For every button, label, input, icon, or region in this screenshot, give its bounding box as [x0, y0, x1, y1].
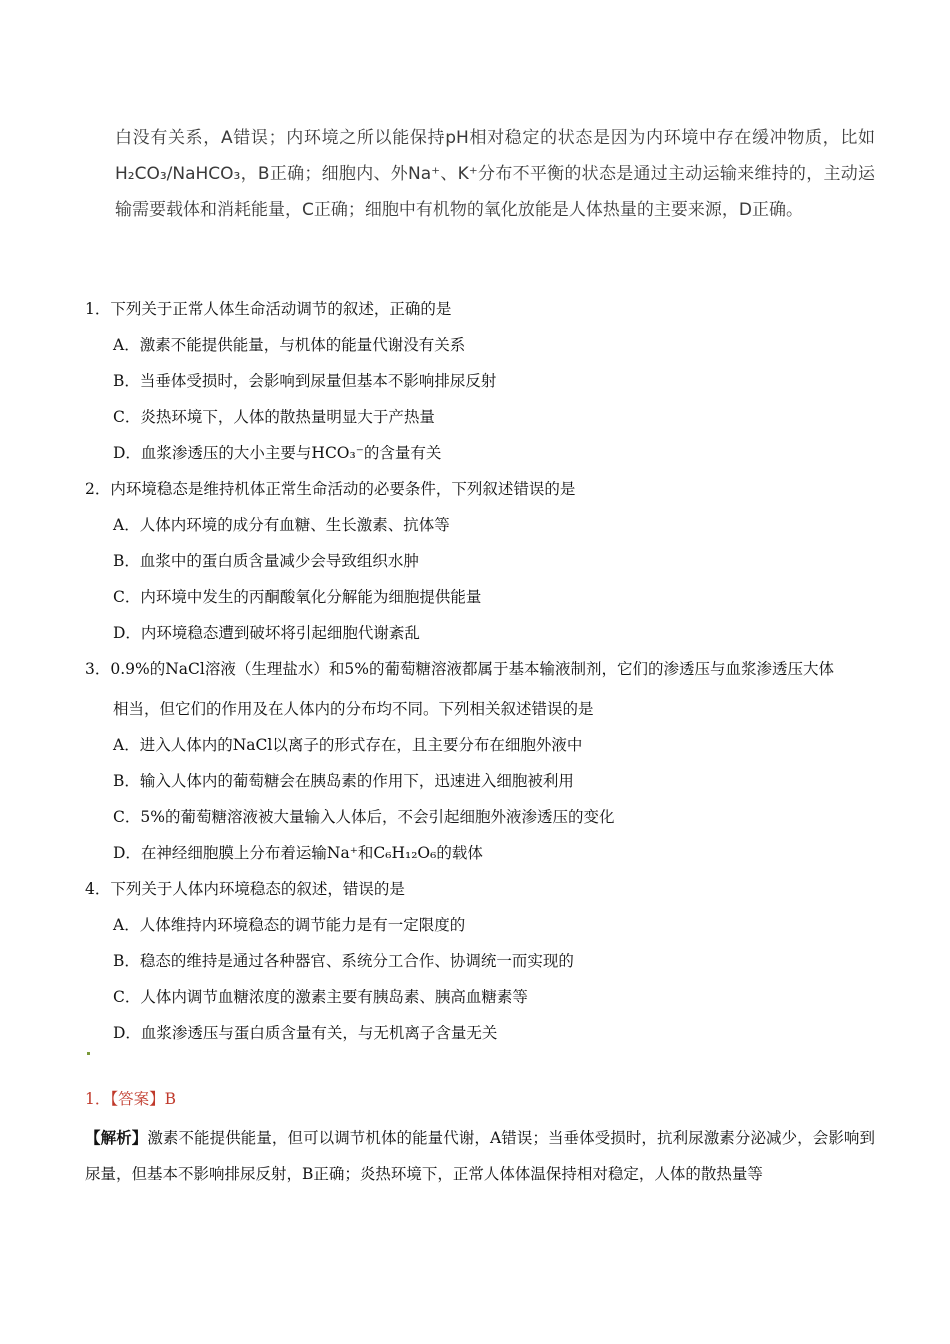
- question-1-option-a: A．激素不能提供能量，与机体的能量代谢没有关系: [113, 336, 466, 354]
- question-3-option-b: B．输入人体内的葡萄糖会在胰岛素的作用下，迅速进入细胞被利用: [113, 772, 574, 790]
- question-1-option-d: D．血浆渗透压的大小主要与HCO₃⁻的含量有关: [113, 444, 442, 462]
- question-2-stem: 2．内环境稳态是维持机体正常生命活动的必要条件，下列叙述错误的是: [85, 480, 576, 498]
- question-4-option-c: C．人体内调节血糖浓度的激素主要有胰岛素、胰高血糖素等: [113, 988, 528, 1006]
- analysis-label: 【解析】: [85, 1128, 148, 1147]
- question-3-stem: 3．0.9%的NaCl溶液（生理盐水）和5%的葡萄糖溶液都属于基本输液制剂，它们的渗透压与血浆渗透压大体: [85, 660, 834, 678]
- question-3-option-d: D．在神经细胞膜上分布着运输Na⁺和C₆H₁₂O₆的载体: [113, 844, 483, 862]
- question-2-option-b: B．血浆中的蛋白质含量减少会导致组织水肿: [113, 552, 419, 570]
- question-4-option-a: A．人体维持内环境稳态的调节能力是有一定限度的: [113, 916, 466, 934]
- analysis-text: 激素不能提供能量，但可以调节机体的能量代谢，A错误；当垂体受损时，抗利尿激素分泌减少，会影响到尿量，但基本不影响排尿反射，B正确；炎热环境下，正常人体体温保持相对稳定，人体的散热量等: [85, 1129, 875, 1183]
- question-2-option-a: A．人体内环境的成分有血糖、生长激素、抗体等: [113, 516, 450, 534]
- stray-mark: [87, 1052, 90, 1055]
- question-2-option-c: C．内环境中发生的丙酮酸氧化分解能为细胞提供能量: [113, 588, 482, 606]
- answer-1: [85, 1087, 176, 1109]
- question-1-option-b: B．当垂体受损时，会影响到尿量但基本不影响排尿反射: [113, 372, 497, 390]
- question-1-option-c: C．炎热环境下，人体的散热量明显大于产热量: [113, 408, 435, 426]
- question-4-option-b: B．稳态的维持是通过各种器官、系统分工合作、协调统一而实现的: [113, 952, 574, 970]
- previous-analysis-paragraph: [115, 120, 875, 228]
- question-2-option-d: D．内环境稳态遭到破坏将引起细胞代谢紊乱: [113, 624, 420, 642]
- question-3-option-a: A．进入人体内的NaCl以离子的形式存在，且主要分布在细胞外液中: [113, 736, 583, 754]
- question-4-option-d: D．血浆渗透压与蛋白质含量有关，与无机离子含量无关: [113, 1024, 498, 1042]
- answer-1-analysis: [85, 1120, 875, 1192]
- question-3-stem-continued: 相当，但它们的作用及在人体内的分布均不同。下列相关叙述错误的是: [113, 700, 594, 718]
- answer-1-number: 1．: [85, 1090, 111, 1108]
- question-4-stem: 4．下列关于人体内环境稳态的叙述，错误的是: [85, 880, 405, 898]
- question-1-stem: 1．下列关于正常人体生命活动调节的叙述，正确的是: [85, 300, 452, 318]
- intro-text: 白没有关系，A错误；内环境之所以能保持pH相对稳定的状态是因为内环境中存在缓冲物质，比如H₂CO₃/NaHCO₃，B正确；细胞内、外Na⁺、K⁺分布不平衡的状态是通过主动运输来维持的，主动运输需要载体和消耗能量，C正确；细胞中有机物的氧化放能是人体热量的主要来源，D正确。: [115, 128, 875, 220]
- question-3-option-c: C．5%的葡萄糖溶液被大量输入人体后，不会引起细胞外液渗透压的变化: [113, 808, 615, 826]
- answer-1-value: B: [164, 1090, 177, 1108]
- answer-1-label: 【答案】: [110, 1090, 165, 1108]
